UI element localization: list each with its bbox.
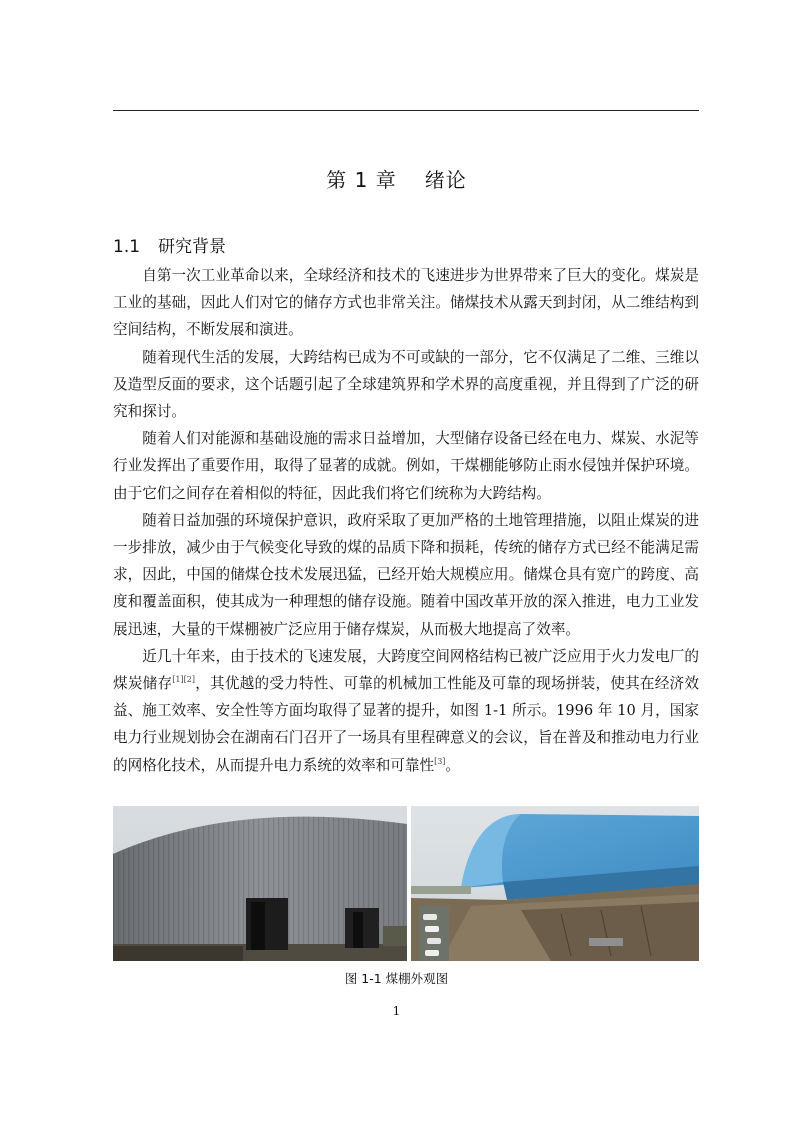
citation[interactable]: [2] [183,675,195,685]
paragraph: 随着人们对能源和基础设施的需求日益增加，大型储存设备已经在电力、煤炭、水泥等行业发挥出了重要作用，取得了显著的成就。例如，干煤棚能够防止雨水侵蚀并保护环境。由于它们之间存在着相似的特征，因此我们将它们统称为大跨结构。 [113,430,699,502]
coal-shed-gray-image [113,806,407,961]
citation[interactable]: [3] [434,756,446,766]
paragraph-text: 。 [445,756,461,774]
coal-shed-blue-image [411,806,699,961]
section-heading [113,232,226,257]
citation[interactable]: [1] [172,675,184,685]
chapter-heading [0,164,793,193]
body-text [113,262,699,779]
chapter-label: 第 1 章 [326,168,397,192]
section-number: 1.1 [113,237,141,257]
section-title: 研究背景 [158,237,226,257]
figure-caption: 图 1-1 煤棚外观图 [344,971,449,986]
paragraph [113,643,699,779]
paragraph: 随着现代生活的发展，大跨结构已成为不可或缺的一部分，它不仅满足了二维、三维以及造型反面的要求，这个话题引起了全球建筑界和学术界的高度重视，并且得到了广泛的研究和探讨。 [113,348,699,421]
coal-shed-photo-left [113,806,407,961]
paragraph-text: 近几十年来，由于技术的飞速发展，大跨度空间网格结构已被广泛应用于火力发电厂的煤炭储存 [113,647,699,693]
page-number: 1 [392,1004,401,1018]
paragraph: 随着日益加强的环境保护意识，政府采取了更加严格的土地管理措施，以阻止煤炭的进一步排放，减少由于气候变化导致的煤的品质下降和损耗，传统的储存方式已经不能满足需求，因此，中国的储煤仓技术发展迅猛，已经开始大规模应用。储煤仓具有宽广的跨度、高度和覆盖面积，使其成为一种理想的储存设施。随着中国改革开放的深入推进，电力工业发展迅速，大量的干煤棚被广泛应用于储存煤炭，从而极大地提高了效率。 [113,511,699,638]
coal-shed-photo-right [411,806,699,961]
chapter-title: 绪论 [424,168,467,192]
paragraph: 自第一次工业革命以来，全球经济和技术的飞速进步为世界带来了巨大的变化。煤炭是工业的基础，因此人们对它的储存方式也非常关注。储煤技术从露天到封闭，从二维结构到空间结构，不断发展和演进。 [113,267,699,339]
header-rule [113,110,699,111]
paragraph-text: ，其优越的受力特性、可靠的机械加工性能及可靠的现场拼装，使其在经济效益、施工效率、安全性等方面均取得了显著的提升，如图 1-1 所示。1996 年 10 月，国家电力行业规划协会在湖南石门召开了一场具有里程碑意义的会议，旨在普及和推动电力行业的网格化技术，从而提升电力系统的效率和可靠性 [113,675,699,774]
